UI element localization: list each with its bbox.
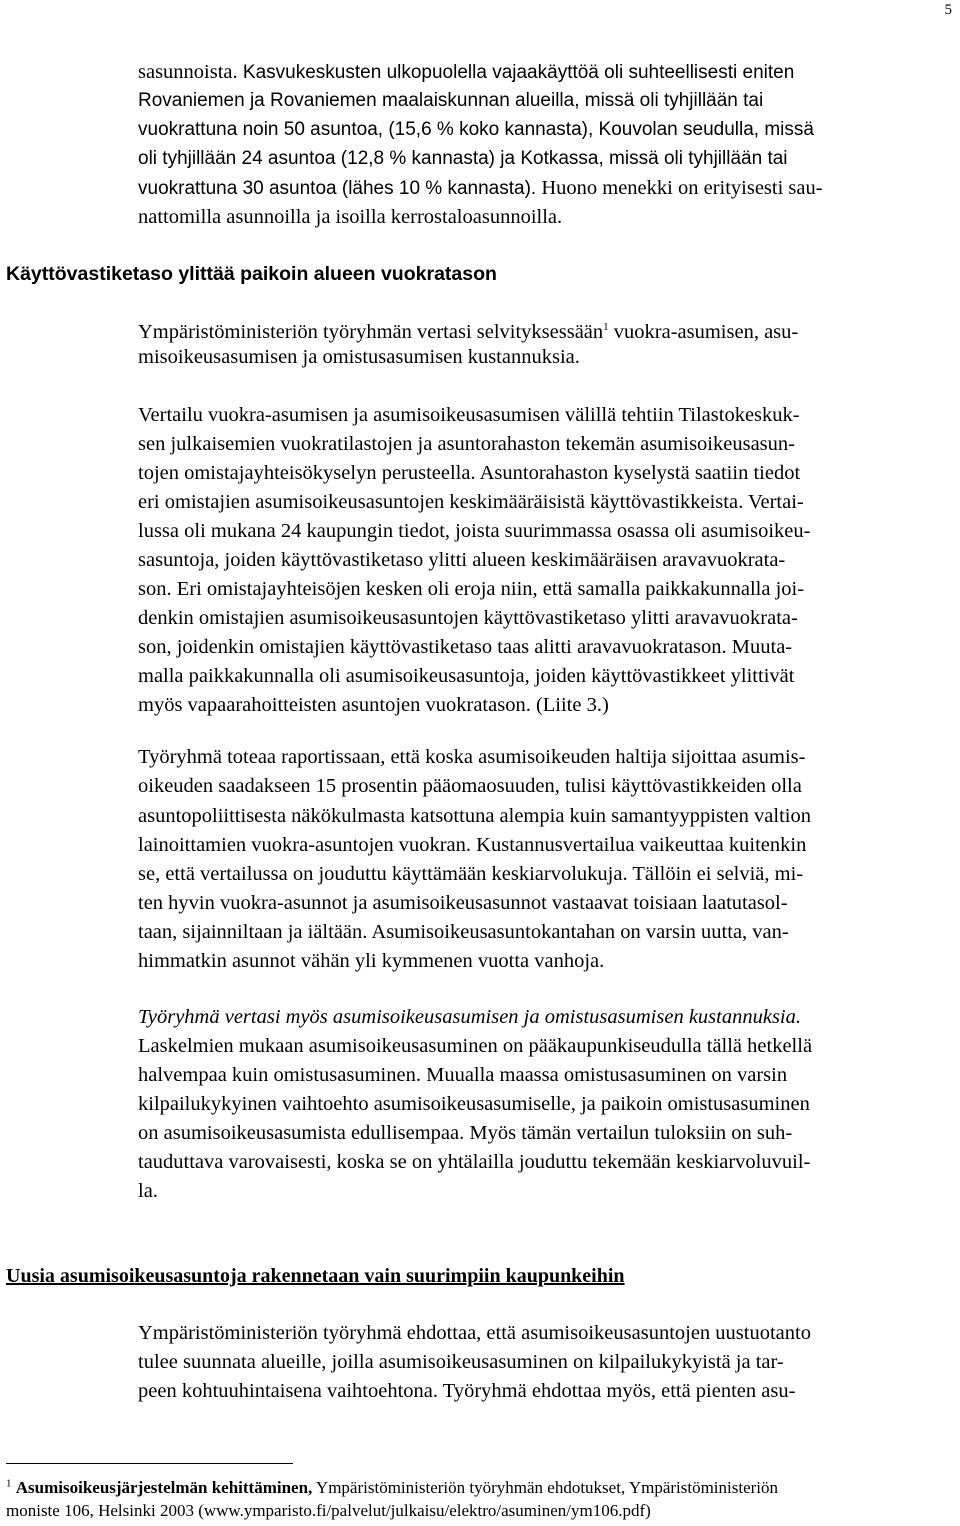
paragraph-line: halvempaa kuin omistusasuminen. Muualla maassa omistusasuminen on varsin <box>138 1064 788 1086</box>
footnote-line <box>6 1478 778 1498</box>
paragraph-line: Työryhmä toteaa raportissaan, että koska asumisoikeuden haltija sijoittaa asumis- <box>138 746 806 768</box>
paragraph-line: kilpailukykyinen vaihtoehto asumisoikeusasumiselle, ja paikoin omistusasuminen <box>138 1093 810 1115</box>
paragraph-line: ten hyvin vuokra-asunnot ja asumisoikeusasunnot vastaavat toisiaan laatutasol- <box>138 892 788 914</box>
intro-sans-text: Kasvukeskusten ulkopuolella vajaakäyttöä oli suhteellisesti eniten <box>237 62 795 83</box>
paragraph-line: lainoittamien vuokra-asuntojen vuokran. Kustannusvertailua vaikeuttaa kuitenkin <box>138 834 807 856</box>
paragraph-line: Vertailu vuokra-asumisen ja asumisoikeusasumisen välillä tehtiin Tilastokeskuk- <box>138 404 800 426</box>
intro-line: Rovaniemen ja Rovaniemen maalaiskunnan alueilla, missä oli tyhjillään tai <box>138 90 764 111</box>
paragraph-line: la. <box>138 1180 158 1202</box>
paragraph-line: tauduttava varovaisesti, koska se on yhtälailla jouduttu tekemään keskiarvoluvuil- <box>138 1151 811 1173</box>
p1-text: Ympäristöministeriön työryhmän vertasi selvityksessään <box>138 321 604 343</box>
footnote-line: moniste 106, Helsinki 2003 (www.ymparisto.fi/palvelut/julkaisu/elektro/asuminen/ym106.pdf) <box>6 1501 651 1520</box>
paragraph-line: on asumisoikeusasumista edullisempaa. Myös tämän vertailun tuloksiin on suh- <box>138 1122 793 1144</box>
paragraph-line: himmatkin asunnot vähän yli kymmenen vuotta vanhoja. <box>138 950 605 972</box>
paragraph-line: tulee suunnata alueille, joilla asumisoikeusasuminen on kilpailukykyistä ja tar- <box>138 1351 784 1373</box>
intro-line <box>138 60 794 85</box>
paragraph-line: sen julkaisemien vuokratilastojen ja asuntorahaston tekemän asumisoikeusasun- <box>138 433 795 455</box>
paragraph-line: se, että vertailussa on jouduttu käyttämään keskiarvolukuja. Tällöin ei selviä, mi- <box>138 863 804 885</box>
page-number: 5 <box>944 2 952 18</box>
intro-serif-text: sasunnoista. <box>138 61 238 83</box>
intro-line: oli tyhjillään 24 asuntoa (12,8 % kannasta) ja Kotkassa, missä oli tyhjillään tai <box>138 148 788 169</box>
footnote-reference[interactable]: 1 <box>603 321 609 334</box>
paragraph-line: peen kohtuuhintaisena vaihtoehtona. Työryhmä ehdottaa myös, että pienten asu- <box>138 1380 796 1402</box>
paragraph-line: taan, sijainniltaan ja iältään. Asumisoikeusasuntokantahan on varsin uutta, van- <box>138 921 789 943</box>
footnote-divider <box>6 1463 293 1464</box>
footnote-marker: 1 <box>6 1477 12 1490</box>
footnote-text: Ympäristöministeriön työryhmän ehdotukset, Ympäristöministeriön <box>312 1478 779 1497</box>
italic-lead-line: Työryhmä vertasi myös asumisoikeusasumisen ja omistusasumisen kustannuksia. <box>138 1006 801 1028</box>
paragraph-line: myös vapaarahoitteisten asuntojen vuokratason. (Liite 3.) <box>138 694 609 716</box>
paragraph-line: son. Eri omistajayhteisöjen kesken oli eroja niin, että samalla paikkakunnalla joi- <box>138 578 805 600</box>
paragraph-line: Laskelmien mukaan asumisoikeusasuminen on pääkaupunkiseudulla tällä hetkellä <box>138 1035 813 1057</box>
section-heading: Uusia asumisoikeusasuntoja rakennetaan vain suurimpiin kaupunkeihin <box>6 1265 625 1287</box>
paragraph-line: asuntopoliittisesta näkökulmasta katsottuna alempia kuin samantyyppisten valtion <box>138 805 811 827</box>
intro-line: nattomilla asunnoilla ja isoilla kerrostaloasunnoilla. <box>138 206 563 228</box>
paragraph-line: denkin omistajien asumisoikeusasuntojen käyttövastiketaso ylitti aravavuokrata- <box>138 607 798 629</box>
paragraph-line: oikeuden saadakseen 15 prosentin pääomaosuuden, tulisi käyttövastikkeiden olla <box>138 775 802 797</box>
section-heading: Käyttövastiketaso ylittää paikoin alueen vuokratason <box>6 263 497 285</box>
paragraph-line: eri omistajien asumisoikeusasuntojen keskimääräisistä käyttövastikkeista. Vertai- <box>138 491 804 513</box>
paragraph-line: tojen omistajayhteisökyselyn perusteella. Asuntorahaston kyselystä saatiin tiedot <box>138 462 801 484</box>
paragraph-line: misoikeusasumisen ja omistusasumisen kustannuksia. <box>138 346 580 368</box>
intro-serif-text: Huono menekki on erityisesti sau- <box>536 177 823 199</box>
paragraph-line: malla paikkakunnalla oli asumisoikeusasuntoja, joiden käyttövastikkeet ylittivät <box>138 665 795 687</box>
footnote-title: Asumisoikeusjärjestelmän kehittäminen, <box>15 1478 313 1497</box>
p1-text: vuokra-asumisen, asu- <box>608 321 799 343</box>
paragraph-line: lussa oli mukana 24 kaupungin tiedot, joista suurimmassa osassa oli asumisoikeu- <box>138 520 811 542</box>
paragraph-line <box>138 320 798 344</box>
intro-line <box>138 176 823 201</box>
paragraph-line: son, joidenkin omistajien käyttövastiketaso taas alitti aravavuokratason. Muuta- <box>138 636 793 658</box>
paragraph-line: sasuntoja, joiden käyttövastiketaso ylitti alueen keskimääräisen aravavuokrata- <box>138 549 786 571</box>
intro-line: vuokrattuna noin 50 asuntoa, (15,6 % koko kannasta), Kouvolan seudulla, missä <box>138 119 814 140</box>
paragraph-line: Ympäristöministeriön työryhmä ehdottaa, että asumisoikeusasuntojen uustuotanto <box>138 1322 811 1344</box>
intro-sans-text: vuokrattuna 30 asuntoa (lähes 10 % kannasta). <box>138 178 537 199</box>
